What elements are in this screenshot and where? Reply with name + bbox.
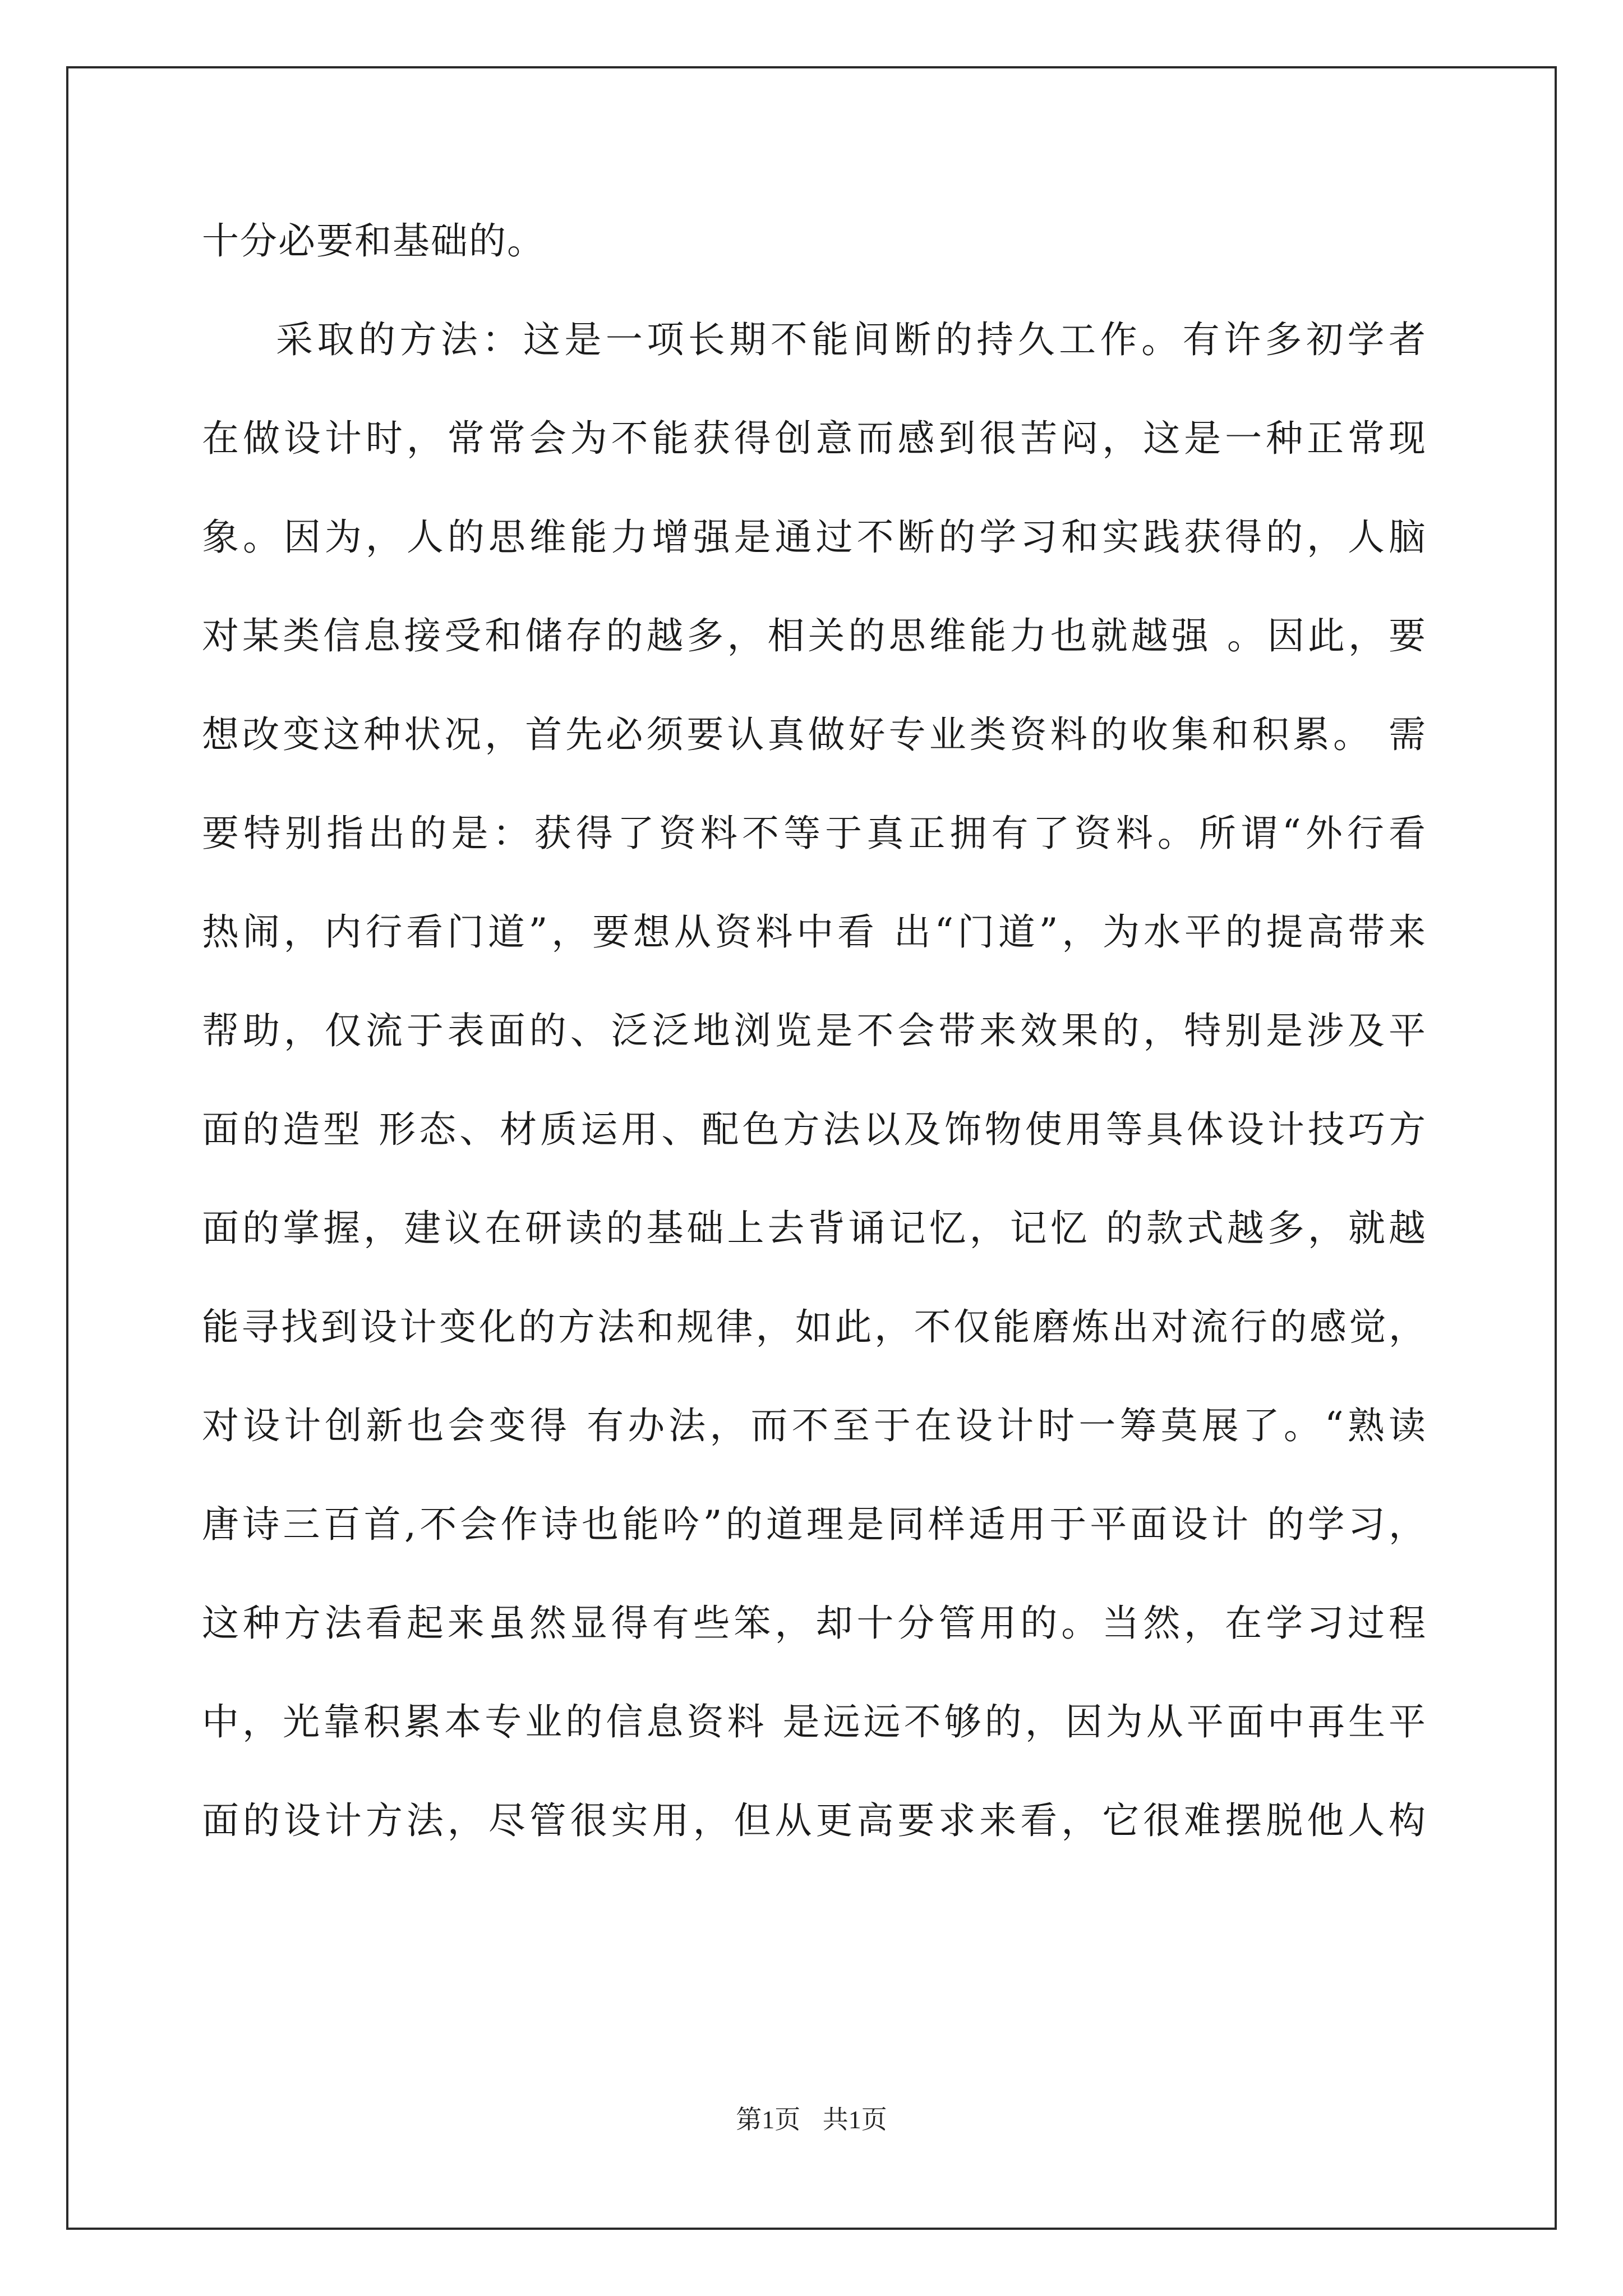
text-line: 对某类信息接受和储存的越多，相关的思维能力也就越强 。因此，要 (202, 614, 1427, 657)
text-line: 想改变这种状况，首先必须要认真做好专业类资料的收集和积累。 需 (202, 713, 1427, 756)
text-line: 对设计创新也会变得 有办法，而不至于在设计时一筹莫展了。“熟读 (202, 1404, 1427, 1447)
text-line: 采取的方法：这是一项长期不能间断的持久工作。有许多初学者 (276, 318, 1427, 361)
text-line: 面的造型 形态、材质运用、配色方法以及饰物使用等具体设计技巧方 (202, 1108, 1427, 1151)
page-number: 第1页 (736, 2105, 801, 2134)
text-line: 在做设计时，常常会为不能获得创意而感到很苦闷，这是一种正常现 (202, 417, 1427, 460)
text-line: 帮助，仅流于表面的、泛泛地浏览是不会带来效果的，特别是涉及平 (202, 1009, 1427, 1052)
text-line: 面的设计方法，尽管很实用，但从更高要求来看，它很难摆脱他人构 (202, 1799, 1427, 1842)
text-line: 要特别指出的是：获得了资料不等于真正拥有了资料。所谓“外行看 (202, 812, 1427, 855)
text-line: 热闹，内行看门道”，要想从资料中看 出“门道”，为水平的提高带来 (202, 910, 1427, 954)
page-footer (0, 2099, 1623, 2136)
page-total: 共1页 (822, 2105, 887, 2134)
text-line: 十分必要和基础的。 (202, 219, 545, 263)
text-line: 能寻找到设计变化的方法和规律，如此，不仅能磨炼出对流行的感觉， (202, 1305, 1427, 1349)
text-line: 面的掌握，建议在研读的基础上去背诵记忆，记忆 的款式越多，就越 (202, 1207, 1427, 1250)
document-body (202, 213, 1427, 1892)
text-line: 唐诗三百首,不会作诗也能吟”的道理是同样适用于平面设计 的学习， (202, 1503, 1427, 1546)
text-line: 这种方法看起来虽然显得有些笨，却十分管用的。当然，在学习过程 (202, 1602, 1427, 1645)
text-line: 象。因为，人的思维能力增强是通过不断的学习和实践获得的，人脑 (202, 516, 1427, 559)
text-line: 中，光靠积累本专业的信息资料 是远远不够的，因为从平面中再生平 (202, 1700, 1427, 1743)
